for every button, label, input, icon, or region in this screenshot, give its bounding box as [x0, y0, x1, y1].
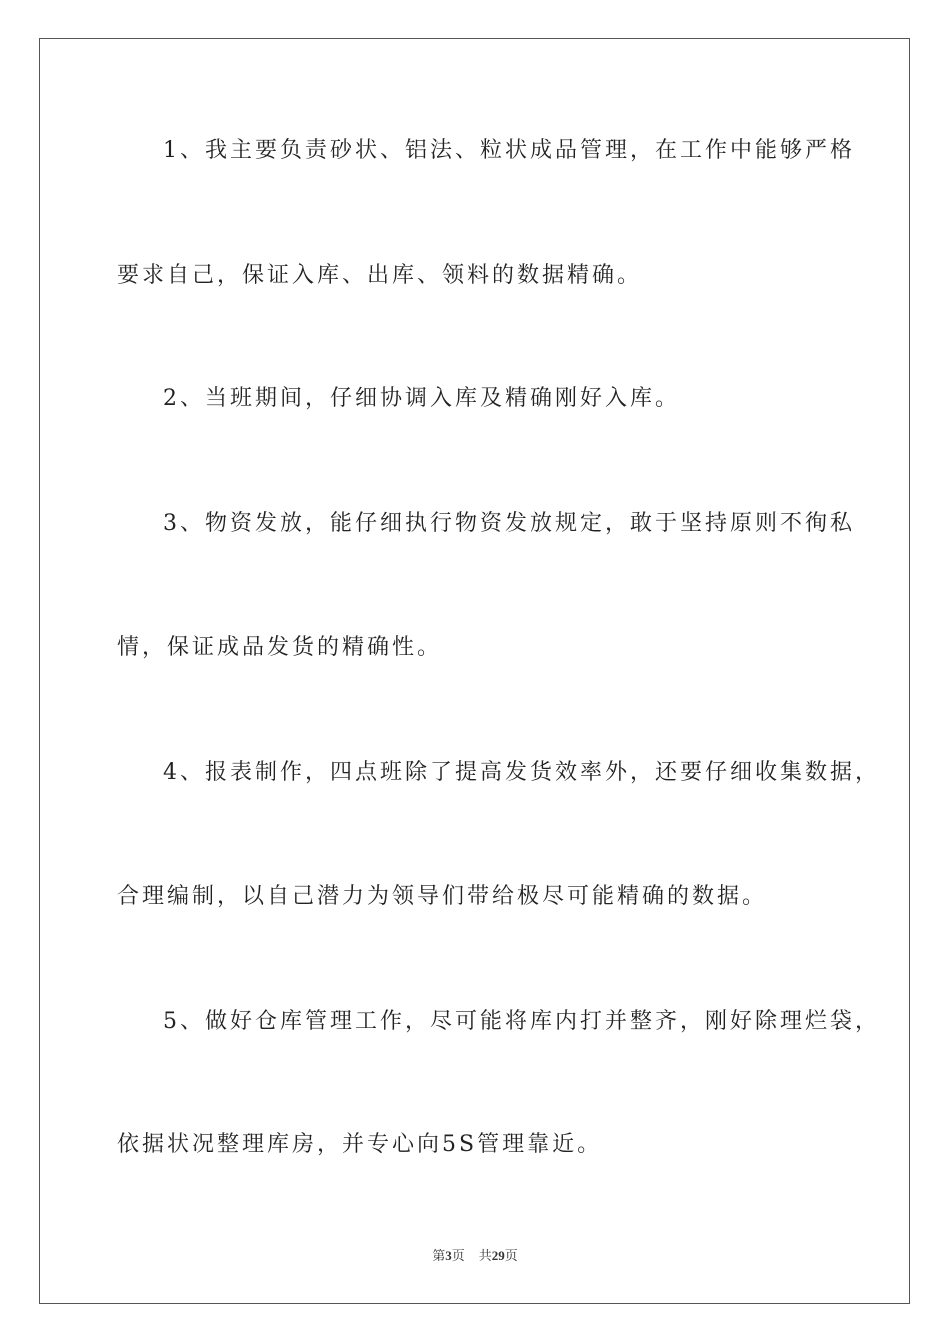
footer-page-prefix: 第 [432, 1249, 446, 1264]
paragraph-3-line-1: 3、物资发放，能仔细执行物资发放规定，敢于坚持原则不徇私 [163, 511, 855, 536]
page-border [39, 38, 910, 1304]
footer-page-suffix: 页 [451, 1249, 465, 1264]
footer-total-prefix: 共 [478, 1249, 492, 1264]
paragraph-4-line-2: 合理编制，以自己潜力为领导们带给极尽可能精确的数据。 [117, 884, 768, 909]
page-footer [0, 1245, 950, 1264]
footer-page-total: 29 [491, 1248, 505, 1263]
paragraph-1-line-1: 1、我主要负责砂状、铝法、粒状成品管理，在工作中能够严格 [163, 138, 855, 163]
paragraph-5-line-1: 5、做好仓库管理工作，尽可能将库内打并整齐，刚好除理烂袋， [163, 1009, 880, 1034]
paragraph-5-line-2: 依据状况整理库房，并专心向5S管理靠近。 [117, 1132, 603, 1157]
paragraph-1-line-2: 要求自己，保证入库、出库、领料的数据精确。 [117, 263, 643, 288]
paragraph-2-line-1: 2、当班期间，仔细协调入库及精确刚好入库。 [163, 386, 680, 411]
paragraph-3-line-2: 情，保证成品发货的精确性。 [117, 635, 443, 660]
footer-total-suffix: 页 [504, 1249, 518, 1264]
paragraph-4-line-1: 4、报表制作，四点班除了提高发货效率外，还要仔细收集数据， [163, 760, 880, 785]
footer-page-current: 3 [445, 1248, 452, 1263]
